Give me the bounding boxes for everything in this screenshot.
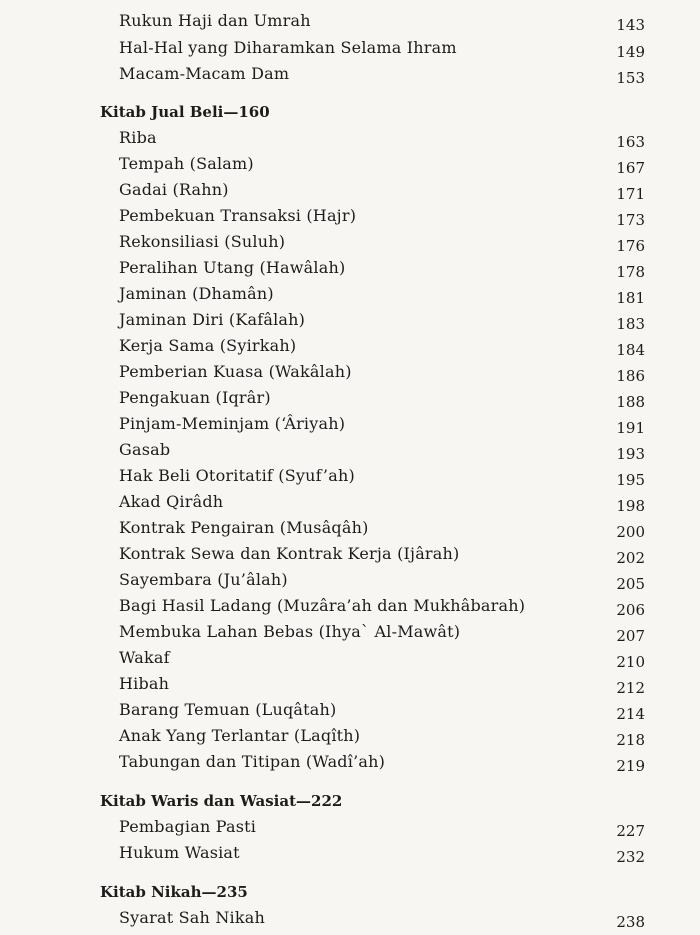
toc-entry <box>0 673 700 699</box>
entry-page: 181 <box>616 289 645 307</box>
entry-page: 214 <box>616 705 645 723</box>
entry-page: 198 <box>616 497 645 515</box>
entry-page: 178 <box>616 263 645 281</box>
toc-entry <box>0 621 700 647</box>
entry-title: Syarat Sah Nikah <box>119 908 265 927</box>
chapter-title: Kitab Jual Beli—160 <box>100 103 270 121</box>
entry-title: Kerja Sama (Syirkah) <box>119 336 297 355</box>
entry-page: 183 <box>616 315 645 333</box>
chapter-heading <box>0 101 700 127</box>
entry-title: Kontrak Sewa dan Kontrak Kerja (Ijârah) <box>119 544 460 563</box>
entry-page: 195 <box>616 471 645 489</box>
entry-title: Rekonsiliasi (Suluh) <box>119 232 286 251</box>
toc-entry <box>0 63 700 89</box>
entry-title: Pembekuan Transaksi (Hajr) <box>119 206 357 225</box>
entry-page: 186 <box>616 367 645 385</box>
toc-entry <box>0 647 700 673</box>
entry-title: Membuka Lahan Bebas (Ihya` Al-Mawât) <box>119 622 461 641</box>
toc-entry <box>0 491 700 517</box>
toc-entry <box>0 127 700 153</box>
entry-title: Gasab <box>119 440 171 459</box>
toc-entry <box>0 231 700 257</box>
entry-page: 163 <box>616 133 645 151</box>
toc-entry <box>0 283 700 309</box>
entry-page: 167 <box>616 159 645 177</box>
entry-title: Peralihan Utang (Hawâlah) <box>119 258 346 277</box>
entry-title: Anak Yang Terlantar (Laqîth) <box>119 726 361 745</box>
entry-page: 143 <box>616 16 645 34</box>
chapter-heading <box>0 881 700 907</box>
toc-entry <box>0 439 700 465</box>
toc-entry <box>0 595 700 621</box>
entry-title: Jaminan Diri (Kafâlah) <box>119 310 306 329</box>
entry-title: Wakaf <box>119 648 170 667</box>
entry-title: Tempah (Salam) <box>119 154 254 173</box>
toc-entry <box>0 569 700 595</box>
entry-title: Pinjam-Meminjam (‘Âriyah) <box>119 414 346 433</box>
toc-entry <box>0 361 700 387</box>
entry-title: Hak Beli Otoritatif (Syuf’ah) <box>119 466 355 485</box>
entry-title: Hal-Hal yang Diharamkan Selama Ihram <box>119 38 457 57</box>
toc-entry <box>0 335 700 361</box>
entry-page: 219 <box>616 757 645 775</box>
toc-entry <box>0 907 700 933</box>
chapter-heading <box>0 790 700 816</box>
toc-entry <box>0 517 700 543</box>
toc-entry <box>0 465 700 491</box>
toc-entry <box>0 842 700 868</box>
entry-title: Kontrak Pengairan (Musâqâh) <box>119 518 369 537</box>
entry-page: 210 <box>616 653 645 671</box>
entry-page: 218 <box>616 731 645 749</box>
entry-title: Gadai (Rahn) <box>119 180 229 199</box>
entry-title: Hibah <box>119 674 170 693</box>
toc-entry <box>0 257 700 283</box>
entry-title: Akad Qirâdh <box>119 492 224 511</box>
toc-entry <box>0 725 700 751</box>
toc-entry <box>0 153 700 179</box>
entry-page: 207 <box>616 627 645 645</box>
entry-page: 238 <box>616 913 645 931</box>
entry-page: 188 <box>616 393 645 411</box>
toc-entry <box>0 543 700 569</box>
entry-page: 205 <box>616 575 645 593</box>
entry-page: 232 <box>616 848 645 866</box>
entry-title: Pembagian Pasti <box>119 817 257 836</box>
entry-title: Hukum Wasiat <box>119 843 240 862</box>
entry-title: Pengakuan (Iqrâr) <box>119 388 271 407</box>
entry-page: 176 <box>616 237 645 255</box>
entry-page: 212 <box>616 679 645 697</box>
toc-entry <box>0 816 700 842</box>
toc-entry <box>0 413 700 439</box>
entry-page: 153 <box>616 69 645 87</box>
entry-title: Barang Temuan (Luqâtah) <box>119 700 337 719</box>
entry-page: 171 <box>616 185 645 203</box>
toc-entry <box>0 751 700 777</box>
entry-page: 202 <box>616 549 645 567</box>
entry-page: 206 <box>616 601 645 619</box>
entry-page: 200 <box>616 523 645 541</box>
entry-title: Tabungan dan Titipan (Wadî’ah) <box>119 752 386 771</box>
toc-entry <box>0 179 700 205</box>
entry-title: Bagi Hasil Ladang (Muzâra’ah dan Mukhâbarah) <box>119 596 526 615</box>
entry-page: 227 <box>616 822 645 840</box>
chapter-title: Kitab Nikah—235 <box>100 883 248 901</box>
entry-page: 149 <box>616 43 645 61</box>
entry-title: Sayembara (Ju’âlah) <box>119 570 288 589</box>
entry-title: Rukun Haji dan Umrah <box>119 11 311 30</box>
entry-title: Macam-Macam Dam <box>119 64 290 83</box>
toc-entry <box>0 309 700 335</box>
toc-entry <box>0 387 700 413</box>
entry-title: Riba <box>119 128 157 147</box>
entry-page: 191 <box>616 419 645 437</box>
toc-entry <box>0 699 700 725</box>
toc-entry <box>0 10 700 36</box>
chapter-title: Kitab Waris dan Wasiat—222 <box>100 792 343 810</box>
entry-title: Jaminan (Dhamân) <box>119 284 274 303</box>
entry-page: 193 <box>616 445 645 463</box>
entry-page: 173 <box>616 211 645 229</box>
toc-entry <box>0 37 700 63</box>
toc-entry <box>0 205 700 231</box>
entry-title: Pemberian Kuasa (Wakâlah) <box>119 362 352 381</box>
entry-page: 184 <box>616 341 645 359</box>
